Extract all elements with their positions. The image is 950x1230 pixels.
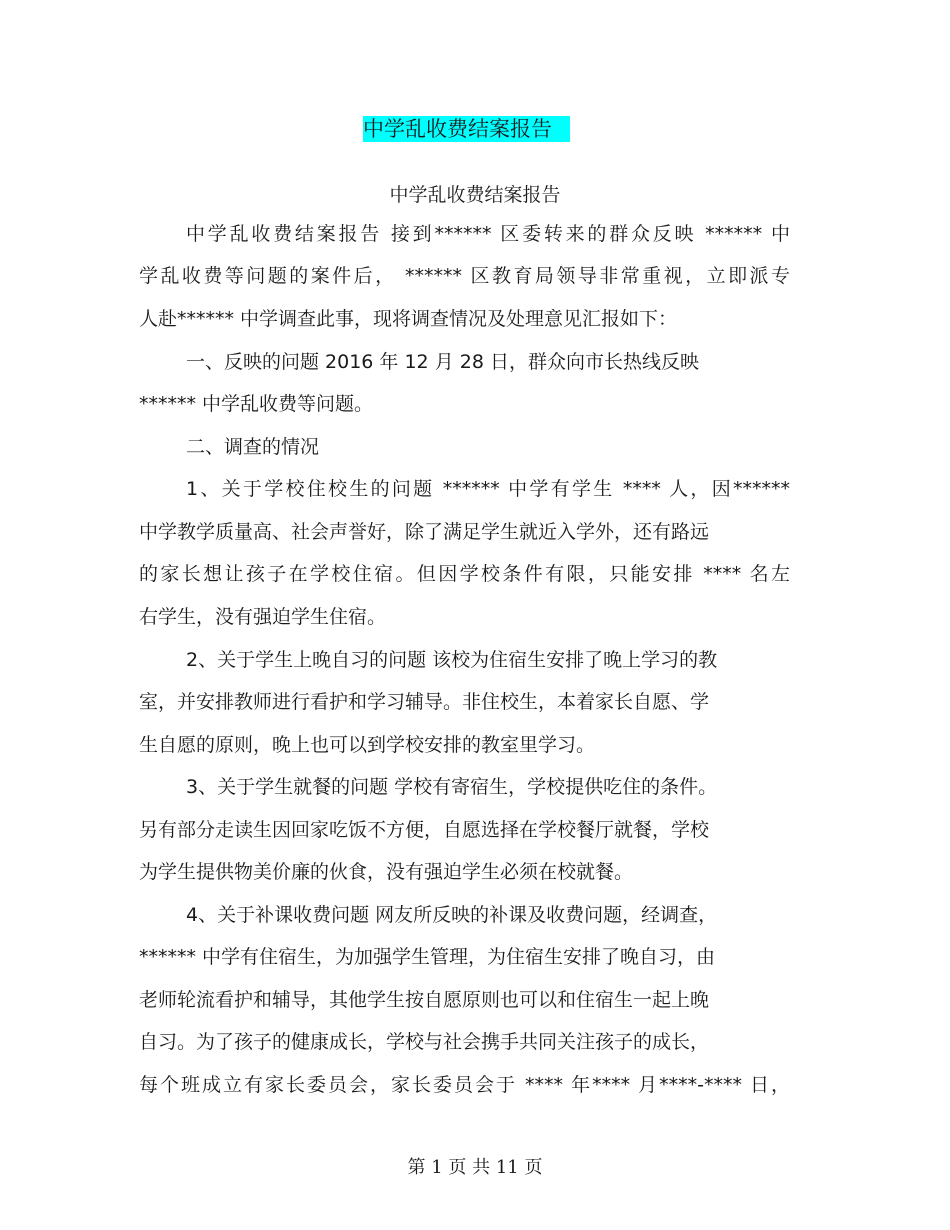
body-line: 室，并安排教师进行看护和学习辅导。非住校生，本着家长自愿、学	[139, 691, 710, 713]
body-line: 右学生，没有强迫学生住宿。	[139, 606, 387, 628]
body-line: 为学生提供物美价廉的伙食，没有强迫学生必须在校就餐。	[139, 861, 634, 883]
body-line: 3、关于学生就餐的问题 学校有寄宿生，学校提供吃住的条件。	[186, 776, 718, 798]
body-line: 中学乱收费结案报告 接到****** 区委转来的群众反映 ****** 中	[186, 223, 790, 245]
highlighted-title: 中学乱收费结案报告	[363, 116, 570, 142]
body-line: 学乱收费等问题的案件后， ****** 区教育局领导非常重视，立即派专	[139, 265, 790, 287]
body-line: 中学教学质量高、社会声誉好，除了满足学生就近入学外，还有路远	[139, 521, 710, 543]
body-line: ****** 中学有住宿生，为加强学生管理，为住宿生安排了晚自习，由	[139, 946, 716, 968]
body-line: 人赴****** 中学调查此事，现将调查情况及处理意见汇报如下：	[139, 308, 678, 330]
body-line: 老师轮流看护和辅导，其他学生按自愿原则也可以和住宿生一起上晚	[139, 989, 710, 1011]
body-line: 生自愿的原则，晚上也可以到学校安排的教室里学习。	[139, 734, 596, 756]
document-title	[363, 114, 574, 145]
body-line: 自习。为了孩子的健康成长，学校与社会携手共同关注孩子的成长，	[139, 1031, 710, 1053]
body-line: 一、反映的问题 2016 年 12 月 28 日，群众向市长热线反映	[186, 351, 699, 373]
body-line: 1、关于学校住校生的问题 ****** 中学有学生 **** 人，因******	[186, 478, 790, 500]
body-line: 2、关于学生上晚自习的问题 该校为住宿生安排了晚上学习的教	[186, 649, 718, 671]
body-line: 每个班成立有家长委员会，家长委员会于 **** 年**** 月****-**** 日，	[139, 1074, 790, 1096]
document-subtitle: 中学乱收费结案报告	[389, 184, 561, 206]
section-heading: 二、调查的情况	[186, 436, 320, 458]
body-line: 4、关于补课收费问题 网友所反映的补课及收费问题，经调查，	[186, 904, 718, 926]
body-line: 另有部分走读生因回家吃饭不方便，自愿选择在学校餐厅就餐，学校	[139, 819, 710, 841]
body-line: 的家长想让孩子在学校住宿。但因学校条件有限，只能安排 **** 名左	[139, 563, 790, 585]
body-line: ****** 中学乱收费等问题。	[139, 393, 374, 415]
page-footer: 第 1 页 共 11 页	[407, 1157, 543, 1178]
